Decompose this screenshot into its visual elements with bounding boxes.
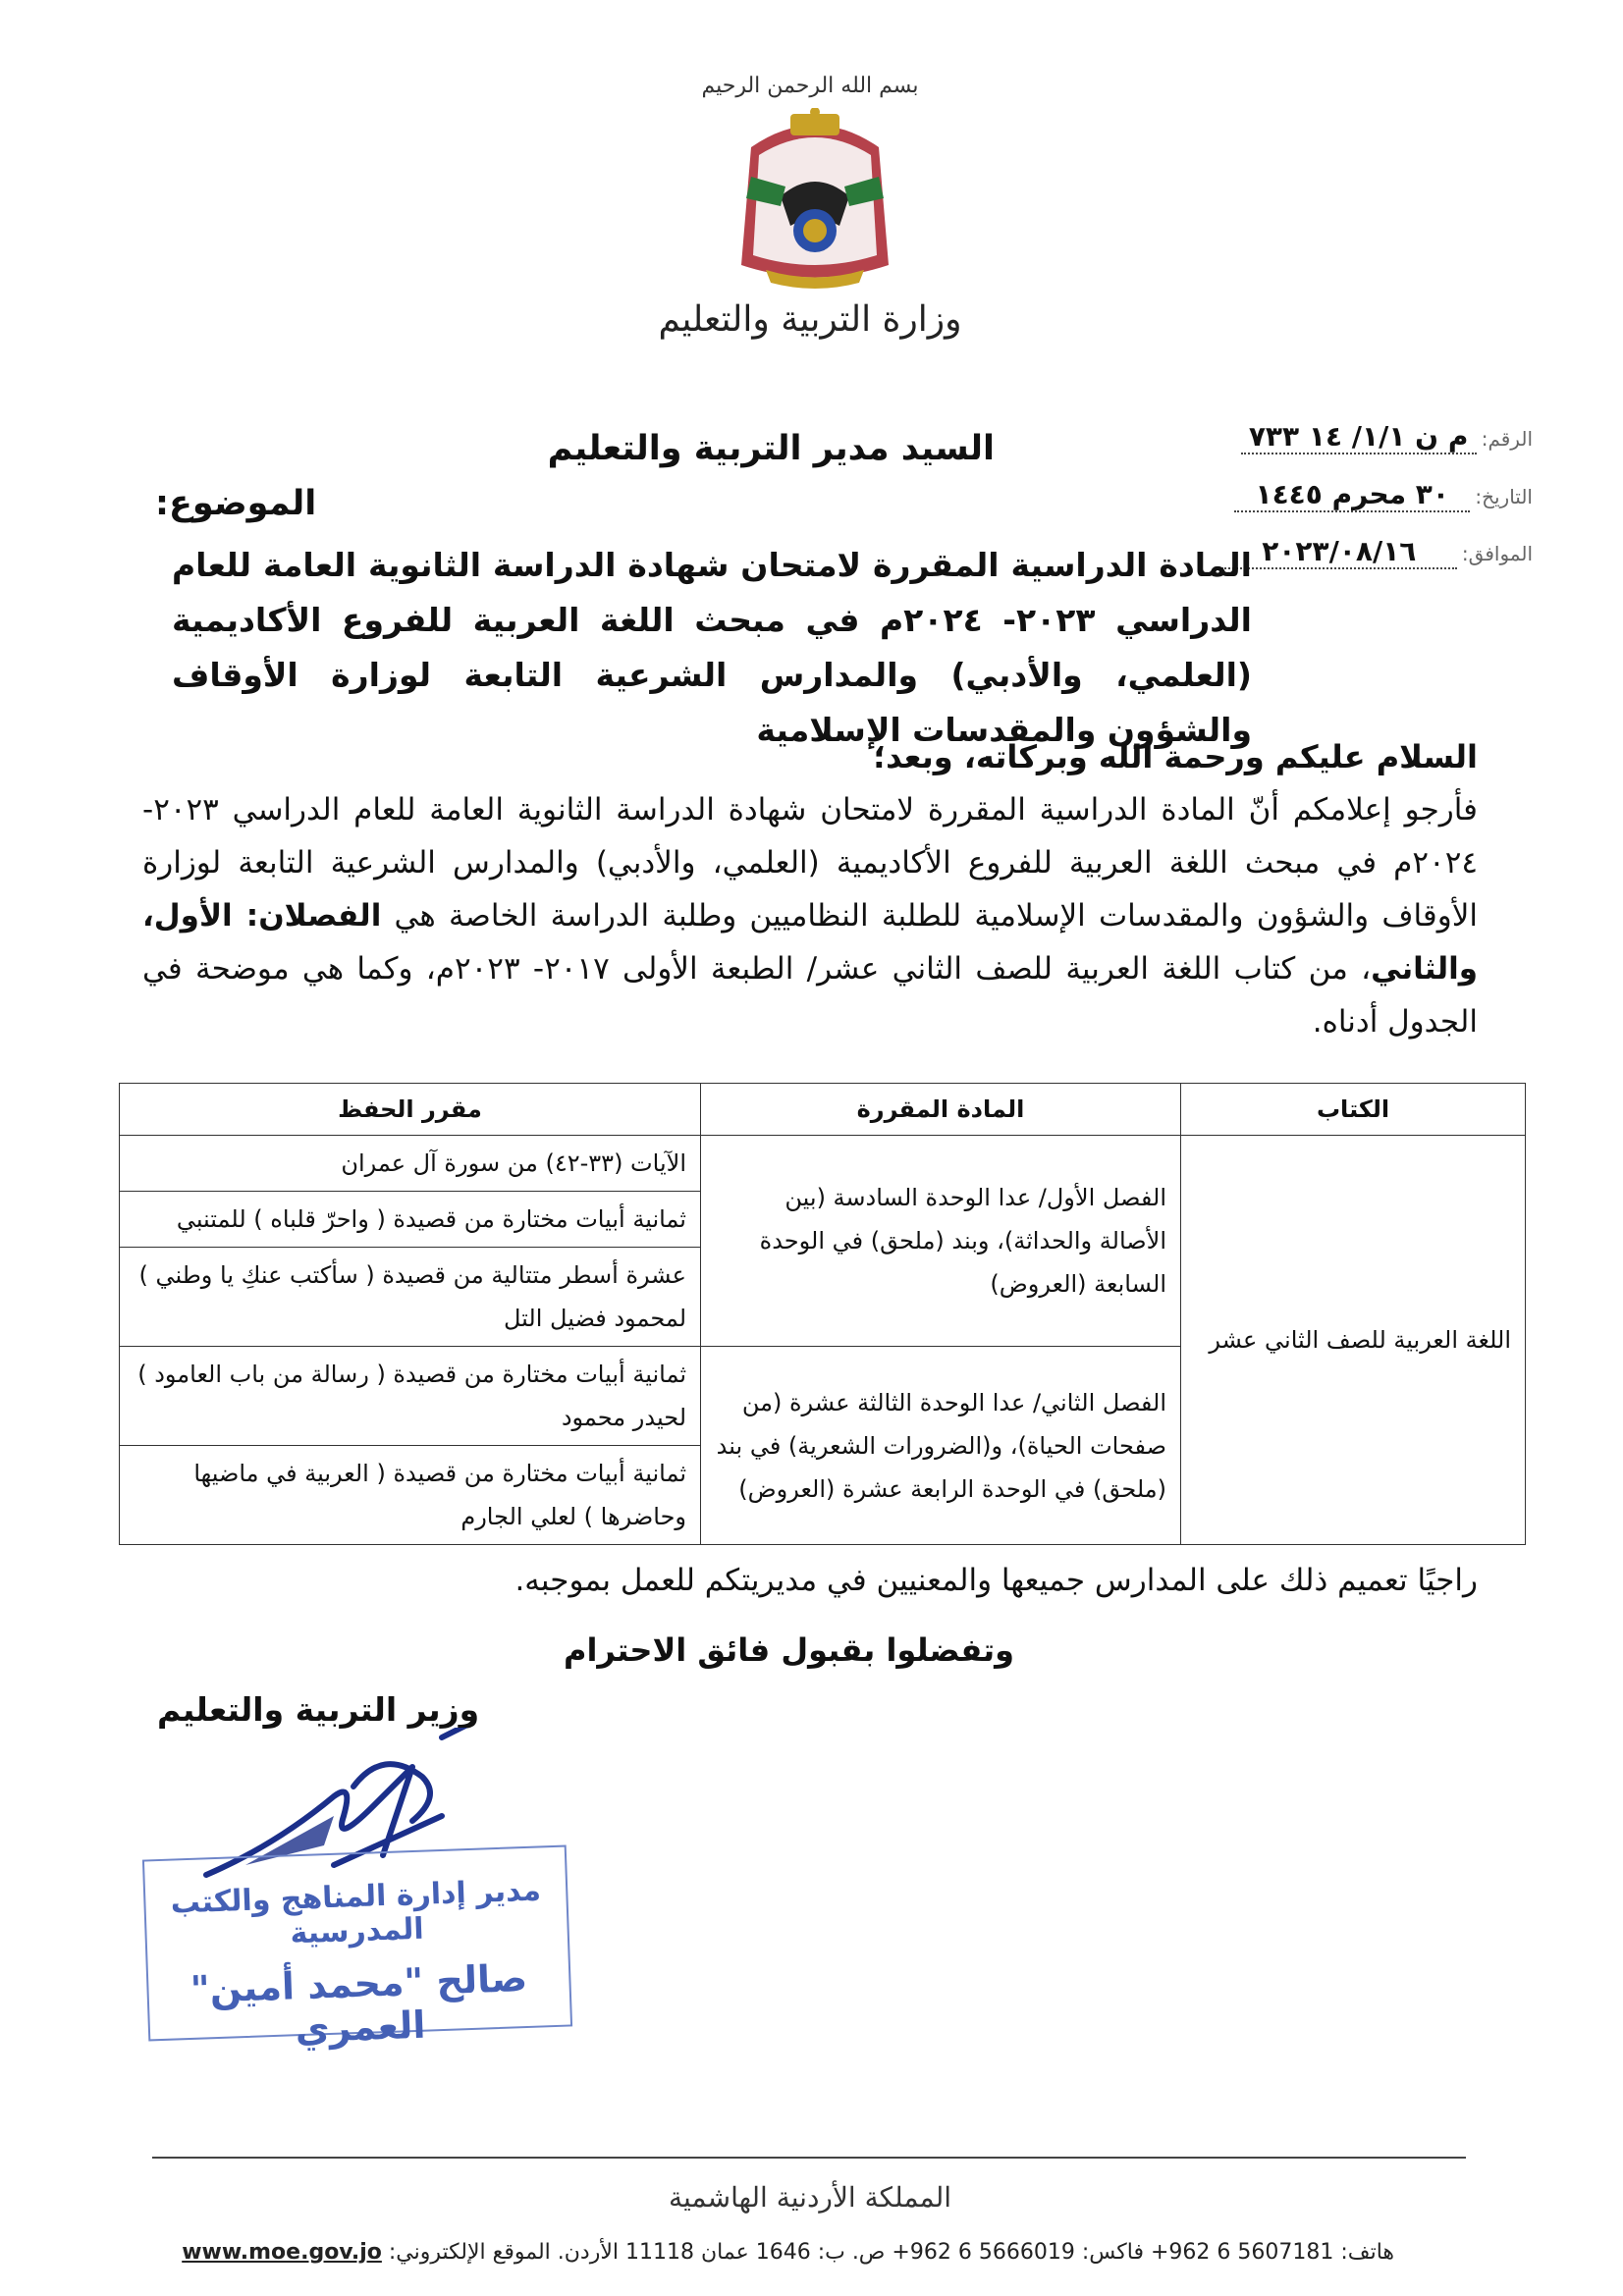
body-part-2: ، من كتاب اللغة العربية للصف الثاني عشر/ الطبعة الأولى ٢٠١٧- ٢٠٢٣م، وكما هي موضحة في الجدول أدناه. <box>142 951 1478 1040</box>
reference-number-value: م ن ١/١/ ١٤ ٧٣٣ <box>1241 420 1477 454</box>
body-bold-semesters: الفصلان: الأول، والثاني <box>142 898 1478 987</box>
closing-phrase: وتفضلوا بقبول فائق الاحترام <box>564 1631 1014 1669</box>
reference-number: الرقم: م ن ١/١/ ١٤ ٧٣٣ <box>1241 420 1533 454</box>
reference-date: التاريخ: ٣٠ محرم ١٤٤٥ <box>1234 478 1533 512</box>
signatory-title: وزير التربية والتعليم <box>157 1690 480 1729</box>
ministry-name: وزارة التربية والتعليم <box>658 299 962 340</box>
footer-divider <box>152 2157 1466 2159</box>
reference-corresponding-label: الموافق <box>1468 542 1533 565</box>
footer-contact-details: هاتف: 5607181 6 962+ فاكس: 5666019 6 962+ ص. ب: 1646 عمان 11118 الأردن. الموقع الإلكتروني: <box>388 2240 1394 2265</box>
subject-label: الموضوع: <box>155 484 317 523</box>
header-memorization: مقرر الحفظ <box>120 1084 701 1136</box>
material-cell-1: الفصل الأول/ عدا الوحدة السادسة (بين الأصالة والحداثة)، وبند (ملحق) في الوحدة السابعة (العروض) <box>701 1136 1181 1347</box>
subject-text: المادة الدراسية المقررة لامتحان شهادة الدراسة الثانوية العامة للعام الدراسي ٢٠٢٣- ٢٠٢٤م في مبحث اللغة العربية للفروع الأكاديمية (العلمي، والأدبي) والمدارس الشرعية التابعة لوزارة الأوقاف والشؤون والمقدسات الإسلامية <box>172 546 1252 749</box>
footer-contact <box>182 2240 1394 2265</box>
memorization-cell: ثمانية أبيات مختارة من قصيدة ( العربية في ماضيها وحاضرها ) لعلي الجارم <box>120 1446 701 1545</box>
reference-corresponding: الموافق: ٢٠٢٣/٠٨/١٦ <box>1221 535 1533 569</box>
header-material: المادة المقررة <box>701 1084 1181 1136</box>
stamp-name: صالح "محمد أمين" العمري <box>189 1955 528 2052</box>
reference-date-value: ٣٠ محرم ١٤٤٥ <box>1234 478 1470 512</box>
body-part-1: فأرجو إعلامكم أنّ المادة الدراسية المقررة لامتحان شهادة الدراسة الثانوية العامة للعام الدراسي ٢٠٢٣- ٢٠٢٤م في مبحث اللغة العربية للفروع الأكاديمية (العلمي، والأدبي) والمدارس الشرعية التابعة لوزارة الأوقاف والشؤون والمقدسات الإسلامية للطلبة النظاميين وطلبة الدراسة الخاصة هي <box>142 792 1479 934</box>
footer-website-link[interactable]: www.moe.gov.jo <box>182 2240 382 2265</box>
memorization-cell: ثمانية أبيات مختارة من قصيدة ( واحرّ قلباه ) للمتنبي <box>120 1192 701 1248</box>
header-book: الكتاب <box>1181 1084 1526 1136</box>
table-header-row <box>120 1084 1526 1136</box>
basmala: بسم الله الرحمن الرحيم <box>701 74 919 98</box>
body-paragraph <box>142 783 1478 1048</box>
greeting: السلام عليكم ورحمة الله وبركاته، وبعد؛ <box>873 738 1478 775</box>
memorization-cell: الآيات (٣٣-٤٢) من سورة آل عمران <box>120 1136 701 1192</box>
jordan-coat-of-arms-icon <box>731 108 898 294</box>
reference-corresponding-value: ٢٠٢٣/٠٨/١٦ <box>1221 535 1457 569</box>
circulate-request: راجيًا تعميم ذلك على المدارس جميعها والمعنيين في مديريتكم للعمل بموجبه. <box>514 1563 1478 1598</box>
memorization-cell: عشرة أسطر متتالية من قصيدة ( سأكتب عنكِ يا وطني ) لمحمود فضيل التل <box>120 1248 701 1347</box>
memorization-cell: ثمانية أبيات مختارة من قصيدة ( رسالة من باب العامود ) لحيدر محمود <box>120 1347 701 1446</box>
official-stamp <box>142 1845 572 2052</box>
addressee: السيد مدير التربية والتعليم <box>547 429 995 468</box>
curriculum-table <box>119 1083 1526 1545</box>
footer-kingdom: المملكة الأردنية الهاشمية <box>668 2181 952 2214</box>
table-row <box>120 1136 1526 1192</box>
book-cell: اللغة العربية للصف الثاني عشر <box>1181 1136 1526 1545</box>
reference-number-label: الرقم <box>1488 427 1533 451</box>
material-cell-2: الفصل الثاني/ عدا الوحدة الثالثة عشرة (من صفحات الحياة)، و(الضرورات الشعرية) في بند (ملحق) في الوحدة الرابعة عشرة (العروض) <box>701 1347 1181 1545</box>
reference-date-label: التاريخ <box>1482 485 1533 508</box>
stamp-department: مدير إدارة المناهج والكتب المدرسية <box>170 1873 542 1951</box>
